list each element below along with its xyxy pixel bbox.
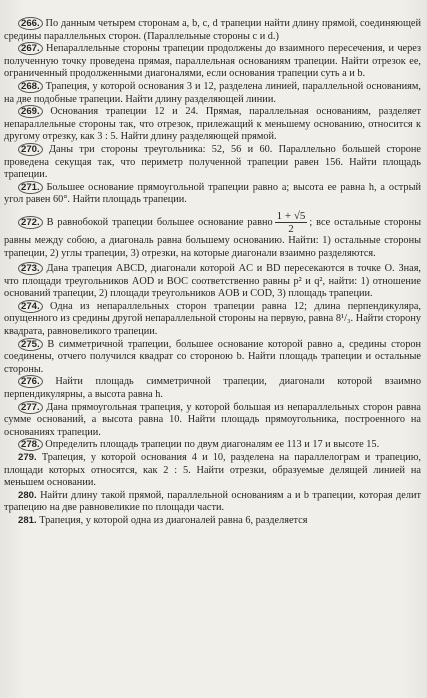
problem-number: 278.: [18, 438, 43, 451]
problem-text: В равнобокой трапеции большее основание равно: [46, 216, 273, 228]
problem-number: 280.: [18, 489, 37, 501]
problem-text: Трапеция, у которой основания 4 и 10, разделена на параллелограм и трапецию, площади которых относятся, как 2 : 5. Найти отрезки, образуемые делящей линией на меньшем основании.: [4, 452, 421, 489]
problem-279: [4, 452, 421, 490]
problem-number: 273.: [18, 262, 43, 275]
problem-267: [4, 43, 421, 81]
problem-number: 277.: [18, 401, 43, 414]
problem-269: [4, 106, 421, 144]
problem-text: Даны три стороны треугольника: 52, 56 и 60. Параллельно большей стороне проведена секущая так, что периметр полученной трапеции равен 156. Найти площадь трапеции.: [4, 143, 421, 181]
problem-text: Дана трапеция ABCD, диагонали которой AC и BD пересекаются в точке O. Зная, что площади треугольников AOD и BOC соответственно равны p² и q², найти: 1) отношение оснований трапеции, 2) площади треугольников AOB и COD, 3) площадь трапеции.: [4, 263, 422, 300]
fraction-denominator: 2: [288, 222, 294, 235]
problem-text: Определить площадь трапеции по двум диагоналям ее 113 и 17 и высоте 15.: [45, 439, 380, 451]
problem-276: [4, 376, 421, 401]
problem-number: 275.: [18, 338, 43, 351]
problem-text: Найти длину такой прямой, параллельной основаниям a и b трапеции, которая делит трапецию на две равновеликие по площади части.: [4, 489, 421, 514]
problem-text: Одна из непараллельных сторон трапеции равна 12; длина перпендикуляра, опущенного из средины другой непараллельной стороны на первую, равна 8¹/₃. Найти сторону квадрата, равновеликого трапеции.: [4, 300, 421, 338]
problem-text: Трапеция, у которой одна из диагоналей равна 6, разделяется: [39, 514, 308, 526]
problem-text: Дана прямоугольная трапеция, у которой большая из непараллельных сторон равна сумме оснований, а высота равна 10. Найти площадь прямоугольника, построенного на основаниях трапеции.: [4, 401, 421, 438]
problem-268: [4, 81, 421, 106]
problem-text: Большее основание прямоугольной трапеции равно a; высота ее равна h, а острый угол равен 60°. Найти площадь трапеции.: [4, 181, 421, 206]
problem-270: [4, 144, 421, 182]
problem-number: 279.: [18, 452, 37, 463]
fraction-numerator: 1 + √5: [276, 209, 306, 222]
problem-280: [4, 490, 421, 515]
problem-266: [4, 18, 421, 43]
fraction: [275, 210, 308, 235]
problem-number: 271.: [18, 181, 43, 194]
problem-number: 272.: [18, 216, 43, 229]
problem-text: По данным четырем сторонам a, b, c, d трапеции найти длину прямой, соединяющей средины параллельных сторон. (Параллельные стороны c и d.): [4, 18, 421, 42]
problem-number: 268.: [18, 80, 43, 93]
problem-number: 269.: [18, 105, 43, 118]
problem-number: 267.: [18, 42, 43, 55]
problem-275: [4, 339, 421, 377]
problem-number: 266.: [18, 17, 43, 30]
problem-271: [4, 182, 421, 207]
problem-number: 274.: [18, 300, 43, 313]
problem-text-continued: ; все остальные стороны равны между собою, а диагональ равна большему основанию. Найти: 1) остальные стороны трапеции, 2) углы трапеции, 3) отрезки, на которые диагонали взаимно разделяются.: [4, 216, 422, 259]
problem-272: [4, 210, 421, 260]
problem-278: [4, 439, 421, 452]
problem-273: [4, 263, 421, 301]
problem-text: Непараллельные стороны трапеции продолжены до взаимного пересечения, и через полученную точку проведена прямая, параллельная основаниям трапеции. Найти отрезок ее, ограниченный продолженными диагоналями, если основания трапеции суть a и b.: [4, 43, 421, 80]
problem-text: В симметричной трапеции, большее основание которой равно a, средины сторон соединены, отчего получился квадрат со стороною b. Найти площадь трапеции и остальные стороны.: [4, 338, 422, 375]
problem-number: 281.: [18, 514, 37, 526]
problem-274: [4, 301, 421, 339]
problem-281: [4, 515, 421, 528]
problem-text: Трапеция, у которой основания 3 и 12, разделена линией, параллельной основаниям, на две подобные трапеции. Найти длину разделяющей линии.: [4, 80, 422, 105]
problem-number: 270.: [18, 143, 43, 156]
problem-text: Основания трапеции 12 и 24. Прямая, параллельная основаниям, разделяет непараллельные стороны так, что отрезок, прилежащий к меньшему основанию, относится к другому отрезку, как 3 : 5. Найти длину разделяющей прямой.: [4, 106, 422, 143]
problem-text: Найти площадь симметричной трапеции, диагонали которой взаимно перпендикулярны, а высота равна h.: [4, 376, 421, 401]
problem-277: [4, 402, 421, 440]
problem-number: 276.: [18, 375, 43, 388]
